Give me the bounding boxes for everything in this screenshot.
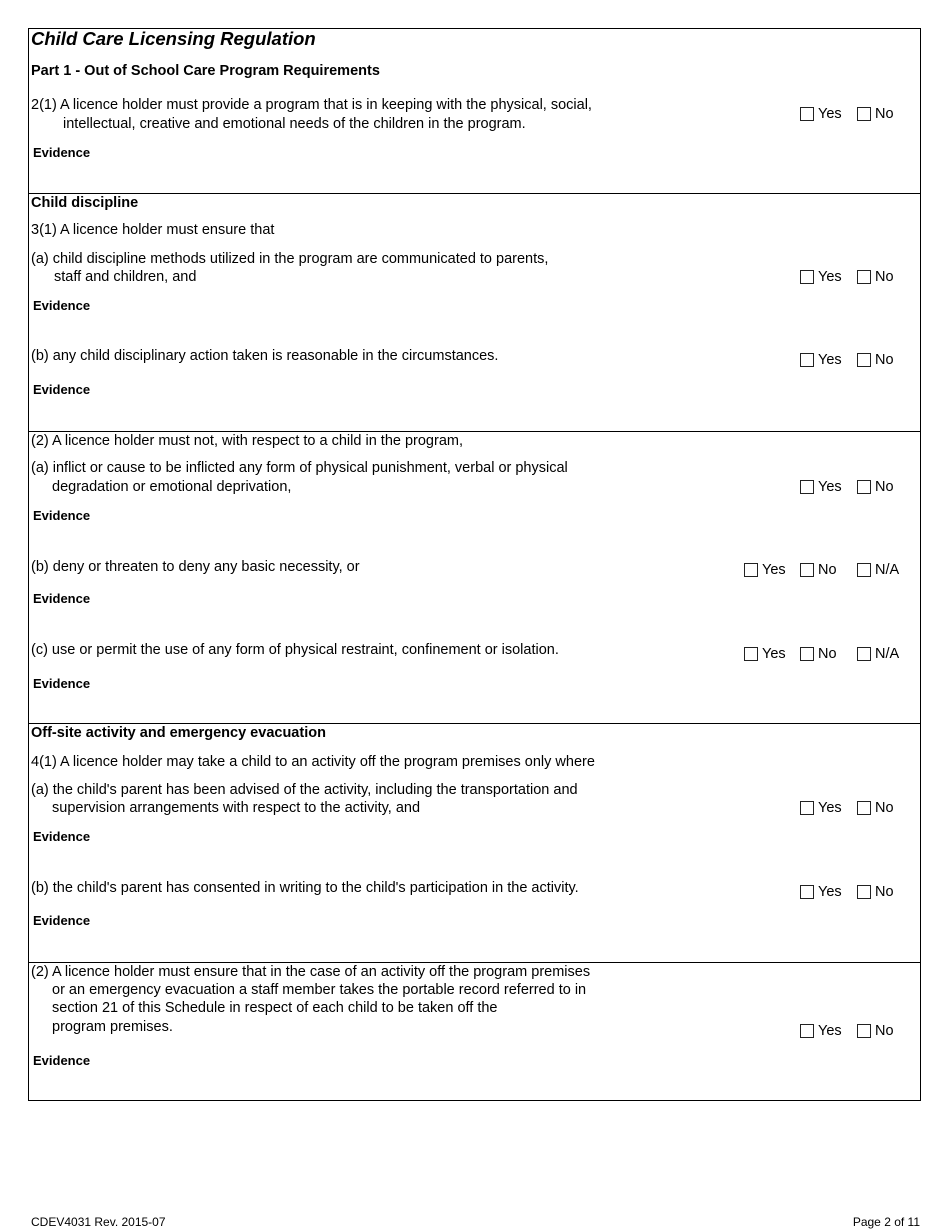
requirement-3-1: 3(1) A licence holder must ensure that xyxy=(31,222,275,238)
evidence-label: Evidence xyxy=(33,829,91,844)
page-number: Page 2 of 11 xyxy=(852,1215,920,1229)
requirement-4-1: 4(1) A licence holder may take a child to an activity off the program premises only where xyxy=(31,754,595,770)
yes-label: Yes xyxy=(818,479,842,495)
requirement-4-2-line2: or an emergency evacuation a staff member takes the portable record referred to in xyxy=(52,982,587,998)
requirement-2-1-line2: intellectual, creative and emotional needs of the children in the program. xyxy=(63,116,526,132)
part-heading: Part 1 - Out of School Care Program Requirements xyxy=(31,63,380,79)
checkbox-box[interactable] xyxy=(857,480,871,494)
checkbox-box[interactable] xyxy=(800,563,814,577)
evidence-label: Evidence xyxy=(33,913,91,928)
requirement-3-1a-line1: (a) child discipline methods utilized in the program are communicated to parents, xyxy=(31,251,549,267)
yes-label: Yes xyxy=(818,884,842,900)
no-checkbox[interactable] xyxy=(857,268,894,286)
requirement-4-1a-line2: supervision arrangements with respect to the activity, and xyxy=(52,800,421,816)
yes-label: Yes xyxy=(762,646,786,662)
yes-label: Yes xyxy=(818,269,842,285)
yes-label: Yes xyxy=(818,800,842,816)
yes-checkbox[interactable] xyxy=(800,799,842,817)
evidence-label: Evidence xyxy=(33,508,91,523)
checkbox-box[interactable] xyxy=(800,270,814,284)
page-title: Child Care Licensing Regulation xyxy=(31,28,316,49)
checkbox-box[interactable] xyxy=(800,647,814,661)
checkbox-box[interactable] xyxy=(800,353,814,367)
checkbox-box[interactable] xyxy=(800,1024,814,1038)
checkbox-box[interactable] xyxy=(857,107,871,121)
no-label: No xyxy=(875,106,894,122)
requirement-3-2a-line1: (a) inflict or cause to be inflicted any form of physical punishment, verbal or physical xyxy=(31,460,568,476)
evidence-label: Evidence xyxy=(33,676,91,691)
checkbox-box[interactable] xyxy=(857,270,871,284)
requirement-2-1-line1: 2(1) A licence holder must provide a program that is in keeping with the physical, social, xyxy=(31,97,592,113)
yes-checkbox[interactable] xyxy=(800,268,842,286)
checkbox-box[interactable] xyxy=(857,885,871,899)
requirement-4-1b: (b) the child's parent has consented in writing to the child's participation in the activity. xyxy=(31,880,579,896)
yes-checkbox[interactable] xyxy=(800,1022,842,1040)
evidence-label: Evidence xyxy=(33,145,91,160)
checkbox-box[interactable] xyxy=(857,647,871,661)
yes-checkbox[interactable] xyxy=(744,561,786,579)
na-label: N/A xyxy=(875,646,900,662)
yes-label: Yes xyxy=(818,106,842,122)
no-label: No xyxy=(875,269,894,285)
requirement-3-1b: (b) any child disciplinary action taken is reasonable in the circumstances. xyxy=(31,348,499,364)
yes-label: Yes xyxy=(762,562,786,578)
checkbox-box[interactable] xyxy=(857,353,871,367)
no-label: No xyxy=(875,1023,894,1039)
checkbox-box[interactable] xyxy=(857,1024,871,1038)
requirement-3-2b: (b) deny or threaten to deny any basic necessity, or xyxy=(31,559,360,575)
no-checkbox[interactable] xyxy=(857,799,894,817)
requirement-4-2-line4: program premises. xyxy=(52,1019,173,1035)
no-label: No xyxy=(875,800,894,816)
yes-label: Yes xyxy=(818,352,842,368)
section-heading-child-discipline: Child discipline xyxy=(31,195,139,211)
checkbox-box[interactable] xyxy=(744,563,758,577)
requirement-3-2a-line2: degradation or emotional deprivation, xyxy=(52,479,292,495)
evidence-label: Evidence xyxy=(33,298,91,313)
no-checkbox[interactable] xyxy=(800,645,837,663)
form-id: CDEV4031 Rev. 2015-07 xyxy=(31,1215,166,1229)
na-checkbox[interactable] xyxy=(857,645,899,663)
no-checkbox[interactable] xyxy=(857,478,894,496)
no-label: No xyxy=(875,352,894,368)
no-checkbox[interactable] xyxy=(857,1022,894,1040)
evidence-label: Evidence xyxy=(33,382,91,397)
yes-checkbox[interactable] xyxy=(800,478,842,496)
no-checkbox[interactable] xyxy=(800,561,837,579)
checkbox-box[interactable] xyxy=(800,107,814,121)
no-checkbox[interactable] xyxy=(857,883,894,901)
yes-checkbox[interactable] xyxy=(800,351,842,369)
section-divider xyxy=(28,193,921,194)
checkbox-box[interactable] xyxy=(800,480,814,494)
yes-checkbox[interactable] xyxy=(800,883,842,901)
yes-checkbox[interactable] xyxy=(744,645,786,663)
requirement-4-2-line1: (2) A licence holder must ensure that in the case of an activity off the program premises xyxy=(31,964,591,980)
checkbox-box[interactable] xyxy=(857,801,871,815)
no-label: No xyxy=(875,479,894,495)
evidence-label: Evidence xyxy=(33,591,91,606)
requirement-4-2-line3: section 21 of this Schedule in respect of each child to be taken off the xyxy=(52,1000,498,1016)
no-label: No xyxy=(875,884,894,900)
checkbox-box[interactable] xyxy=(800,885,814,899)
na-label: N/A xyxy=(875,562,900,578)
requirement-3-1a-line2: staff and children, and xyxy=(54,269,197,285)
yes-checkbox[interactable] xyxy=(800,105,842,123)
checkbox-box[interactable] xyxy=(857,563,871,577)
checkbox-box[interactable] xyxy=(800,801,814,815)
na-checkbox[interactable] xyxy=(857,561,899,579)
no-checkbox[interactable] xyxy=(857,351,894,369)
requirement-3-2: (2) A licence holder must not, with respect to a child in the program, xyxy=(31,433,463,449)
requirement-4-1a-line1: (a) the child's parent has been advised of the activity, including the transportation and xyxy=(31,782,578,798)
requirement-3-2c: (c) use or permit the use of any form of physical restraint, confinement or isolation. xyxy=(31,642,559,658)
yes-label: Yes xyxy=(818,1023,842,1039)
no-checkbox[interactable] xyxy=(857,105,894,123)
checkbox-box[interactable] xyxy=(744,647,758,661)
section-heading-off-site: Off-site activity and emergency evacuation xyxy=(31,725,326,741)
evidence-label: Evidence xyxy=(33,1053,91,1068)
no-label: No xyxy=(818,646,837,662)
no-label: No xyxy=(818,562,837,578)
